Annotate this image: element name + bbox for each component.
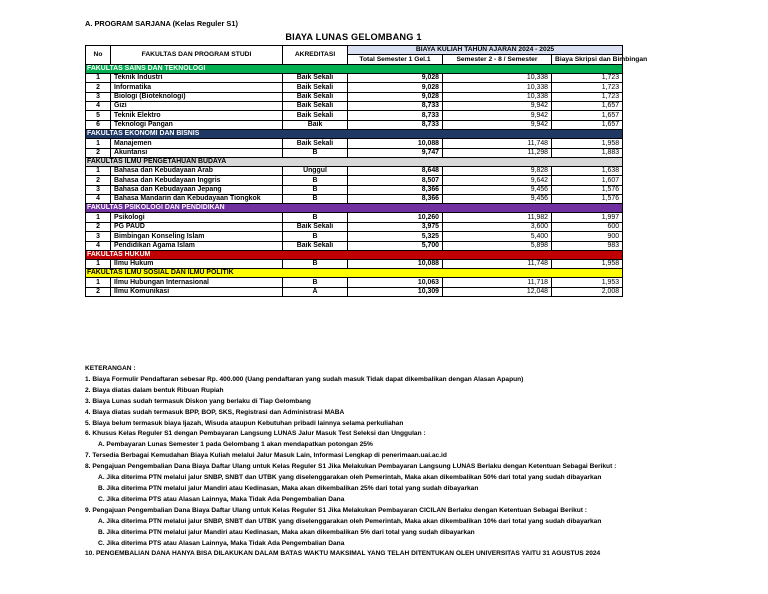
table-row (86, 120, 623, 129)
row-akreditasi: Baik Sekali (283, 92, 348, 101)
program-title: A. PROGRAM SARJANA (Kelas Reguler S1) (85, 19, 238, 28)
row-no: 4 (86, 195, 111, 204)
row-akreditasi: Baik Sekali (283, 111, 348, 120)
row-biaya-skripsi: 1,723 (552, 92, 623, 101)
note-line: 5. Biaya belum termasuk biaya Ijazah, Wisuda ataupun Kebutuhan pribadi lainnya selama perkuliahan (85, 419, 404, 427)
row-akreditasi: B (283, 260, 348, 269)
table-row (86, 176, 623, 185)
row-no: 6 (86, 120, 111, 129)
faculty-name: FAKULTAS PSIKOLOGI DAN PENDIDIKAN (86, 204, 623, 213)
row-semester-2-8: 3,600 (443, 222, 552, 231)
row-biaya-skripsi: 600 (552, 222, 623, 231)
row-no: 1 (86, 166, 111, 175)
note-line: C. Jika diterima PTS atau Alasan Lainnya, Maka Tidak Ada Pengembalian Dana (98, 539, 345, 547)
table-row (86, 101, 623, 110)
row-program-studi: Bimbingan Konseling Islam (111, 232, 283, 241)
notes-list (85, 375, 616, 560)
row-biaya-skripsi: 1,958 (552, 139, 623, 148)
row-biaya-skripsi: 1,958 (552, 260, 623, 269)
row-no: 2 (86, 83, 111, 92)
row-semester-2-8: 9,942 (443, 101, 552, 110)
row-program-studi: Bahasa dan Kebudayaan Inggris (111, 176, 283, 185)
row-program-studi: Psikologi (111, 213, 283, 222)
row-total-semester-1: 10,260 (348, 213, 443, 222)
row-biaya-skripsi: 983 (552, 241, 623, 250)
row-no: 4 (86, 241, 111, 250)
row-akreditasi: B (283, 232, 348, 241)
header-akreditasi: AKREDITASI (283, 46, 348, 65)
row-semester-2-8: 11,748 (443, 139, 552, 148)
row-program-studi: Teknologi Pangan (111, 120, 283, 129)
row-no: 3 (86, 92, 111, 101)
note-line: 7. Tersedia Berbagai Kemudahan Biaya Kuliah melalui Jalur Masuk Lain, Informasi Lengkap di penerimaan.uai.ac.id (85, 452, 447, 460)
note-line: A. Jika diterima PTN melalui jalur SNBP, SNBT dan UTBK yang diselenggarakan oleh Pemerintah, Maka akan dikembalikan 10% dari total yang sudah dibayarkan (98, 517, 602, 525)
row-biaya-skripsi: 1,657 (552, 111, 623, 120)
table-row (86, 260, 623, 269)
note-line: B. Jika diterima PTN melalui jalur Mandiri atau Kedinasan, Maka akan dikembalikan 5% dari total yang sudah dibayarkan (98, 528, 475, 536)
row-akreditasi: Baik Sekali (283, 222, 348, 231)
row-total-semester-1: 10,309 (348, 287, 443, 296)
main-title: BIAYA LUNAS GELOMBANG 1 (285, 32, 422, 42)
faculty-header-row (86, 157, 623, 166)
faculty-name: FAKULTAS EKONOMI DAN BISNIS (86, 130, 623, 139)
row-biaya-skripsi: 2,008 (552, 287, 623, 296)
fee-table (85, 45, 648, 297)
faculty-header-row (86, 251, 623, 260)
faculty-name: FAKULTAS ILMU SOSIAL DAN ILMU POLITIK (86, 269, 623, 278)
header-fakultas: FAKULTAS DAN PROGRAM STUDI (111, 46, 283, 65)
row-total-semester-1: 10,088 (348, 260, 443, 269)
note-line: 1. Biaya Formulir Pendaftaran sebesar Rp. 400.000 (Uang pendaftaran yang sudah masuk Tidak dapat dikembalikan dengan Alasan Apapun) (85, 375, 524, 383)
table-row (86, 222, 623, 231)
row-akreditasi: Baik Sekali (283, 241, 348, 250)
header-biaya-kuliah: BIAYA KULIAH TAHUN AJARAN 2024 - 2025 (348, 46, 623, 55)
row-no: 1 (86, 73, 111, 82)
table-row (86, 287, 623, 296)
row-semester-2-8: 10,338 (443, 83, 552, 92)
row-akreditasi: B (283, 148, 348, 157)
row-semester-2-8: 9,942 (443, 111, 552, 120)
row-total-semester-1: 10,088 (348, 139, 443, 148)
row-total-semester-1: 9,028 (348, 73, 443, 82)
table-row (86, 185, 623, 194)
table-row (86, 232, 623, 241)
row-semester-2-8: 9,642 (443, 176, 552, 185)
note-line: 6. Khusus Kelas Reguler S1 dengan Pembayaran Langsung LUNAS Jalur Masuk Test Seleksi dan Unggulan : (85, 430, 426, 438)
row-semester-2-8: 5,400 (443, 232, 552, 241)
row-total-semester-1: 9,028 (348, 83, 443, 92)
row-akreditasi: Baik Sekali (283, 139, 348, 148)
row-biaya-skripsi: 1,657 (552, 120, 623, 129)
notes-section (85, 364, 616, 560)
row-total-semester-1: 8,507 (348, 176, 443, 185)
note-line: 4. Biaya diatas sudah termasuk BPP, BOP, SKS, Registrasi dan Administrasi MABA (85, 408, 345, 416)
row-no: 2 (86, 287, 111, 296)
row-akreditasi: Baik (283, 120, 348, 129)
row-no: 2 (86, 222, 111, 231)
row-semester-2-8: 12,048 (443, 287, 552, 296)
row-semester-2-8: 9,456 (443, 185, 552, 194)
row-no: 1 (86, 139, 111, 148)
table-row (86, 213, 623, 222)
row-program-studi: Bahasa Mandarin dan Kebudayaan Tiongkok (111, 195, 283, 204)
row-akreditasi: B (283, 185, 348, 194)
row-akreditasi: Baik Sekali (283, 73, 348, 82)
row-semester-2-8: 11,748 (443, 260, 552, 269)
row-total-semester-1: 8,733 (348, 111, 443, 120)
row-akreditasi: B (283, 278, 348, 287)
table-row (86, 111, 623, 120)
row-biaya-skripsi: 1,607 (552, 176, 623, 185)
row-program-studi: Informatika (111, 83, 283, 92)
row-no: 2 (86, 148, 111, 157)
notes-title: KETERANGAN : (85, 365, 136, 372)
row-biaya-skripsi: 1,576 (552, 195, 623, 204)
row-akreditasi: B (283, 213, 348, 222)
table-row (86, 83, 623, 92)
row-program-studi: Bahasa dan Kebudayaan Arab (111, 166, 283, 175)
row-program-studi: Ilmu Hubungan Internasional (111, 278, 283, 287)
row-total-semester-1: 10,063 (348, 278, 443, 287)
table-row (86, 92, 623, 101)
row-no: 4 (86, 101, 111, 110)
row-program-studi: Bahasa dan Kebudayaan Jepang (111, 185, 283, 194)
row-akreditasi: B (283, 195, 348, 204)
faculty-name: FAKULTAS ILMU PENGETAHUAN BUDAYA (86, 157, 623, 166)
table-row (86, 278, 623, 287)
row-total-semester-1: 8,366 (348, 185, 443, 194)
note-line: 3. Biaya Lunas sudah termasuk Diskon yang berlaku di Tiap Gelombang (85, 397, 311, 405)
row-no: 3 (86, 232, 111, 241)
faculty-name: FAKULTAS HUKUM (86, 251, 623, 260)
note-line: 10. PENGEMBALIAN DANA HANYA BISA DILAKUKAN DALAM BATAS WAKTU MAKSIMAL YANG TELAH DITENTUKAN OLEH UNIVERSITAS YAITU 31 AGUSTUS 2024 (85, 550, 601, 558)
row-biaya-skripsi: 1,638 (552, 166, 623, 175)
row-semester-2-8: 11,298 (443, 148, 552, 157)
row-akreditasi: B (283, 176, 348, 185)
table-row (86, 166, 623, 175)
faculty-name: FAKULTAS SAINS DAN TEKNOLOGI (86, 64, 623, 73)
row-semester-2-8: 9,828 (443, 166, 552, 175)
row-semester-2-8: 11,982 (443, 213, 552, 222)
row-total-semester-1: 5,325 (348, 232, 443, 241)
row-program-studi: Pendidikan Agama Islam (111, 241, 283, 250)
row-no: 3 (86, 185, 111, 194)
row-program-studi: PG PAUD (111, 222, 283, 231)
faculty-header-row (86, 130, 623, 139)
row-no: 1 (86, 213, 111, 222)
row-semester-2-8: 11,718 (443, 278, 552, 287)
note-line: A. Jika diterima PTN melalui jalur SNBP, SNBT dan UTBK yang diselenggarakan oleh Pemerintah, Maka akan dikembalikan 50% dari total yang sudah dibayarkan (98, 474, 602, 482)
row-total-semester-1: 8,648 (348, 166, 443, 175)
row-program-studi: Ilmu Komunikasi (111, 287, 283, 296)
row-program-studi: Manajemen (111, 139, 283, 148)
row-semester-2-8: 5,898 (443, 241, 552, 250)
table-row (86, 195, 623, 204)
header-biaya-skripsi: Biaya Skripsi dan Bimbingan (552, 55, 623, 64)
fee-table-body (86, 64, 623, 296)
note-line: 2. Biaya diatas dalam bentuk Ribuan Rupiah (85, 386, 224, 394)
faculty-header-row (86, 204, 623, 213)
row-total-semester-1: 8,366 (348, 195, 443, 204)
row-semester-2-8: 9,942 (443, 120, 552, 129)
row-biaya-skripsi: 1,723 (552, 73, 623, 82)
row-program-studi: Akuntansi (111, 148, 283, 157)
row-no: 5 (86, 111, 111, 120)
row-program-studi: Teknik Elektro (111, 111, 283, 120)
faculty-header-row (86, 64, 623, 73)
row-no: 1 (86, 260, 111, 269)
row-program-studi: Teknik Industri (111, 73, 283, 82)
row-biaya-skripsi: 900 (552, 232, 623, 241)
row-akreditasi: A (283, 287, 348, 296)
header-no: No (86, 46, 111, 65)
row-semester-2-8: 10,338 (443, 73, 552, 82)
table-row (86, 73, 623, 82)
row-total-semester-1: 8,733 (348, 120, 443, 129)
row-total-semester-1: 8,733 (348, 101, 443, 110)
header-total-semester-1: Total Semester 1 Gel.1 (348, 55, 443, 64)
row-total-semester-1: 9,747 (348, 148, 443, 157)
row-biaya-skripsi: 1,657 (552, 101, 623, 110)
note-line: A. Pembayaran Lunas Semester 1 pada Gelombang 1 akan mendapatkan potongan 25% (98, 441, 373, 449)
row-no: 1 (86, 278, 111, 287)
row-akreditasi: Baik Sekali (283, 83, 348, 92)
faculty-header-row (86, 269, 623, 278)
row-akreditasi: Unggul (283, 166, 348, 175)
row-total-semester-1: 3,975 (348, 222, 443, 231)
row-total-semester-1: 9,028 (348, 92, 443, 101)
note-line: 9. Pengajuan Pengembalian Dana Biaya Daftar Ulang untuk Kelas Reguler S1 Jika Melakukan Pembayaran CICILAN Berlaku dengan Ketentuan Sebagai Berikut : (85, 506, 588, 514)
note-line: B. Jika diterima PTN melalui jalur Mandiri atau Kedinasan, Maka akan dikembalikan 25% dari total yang sudah dibayarkan (98, 484, 479, 492)
row-program-studi: Biologi (Bioteknologi) (111, 92, 283, 101)
row-program-studi: Ilmu Hukum (111, 260, 283, 269)
table-row (86, 241, 623, 250)
row-biaya-skripsi: 1,723 (552, 83, 623, 92)
row-biaya-skripsi: 1,953 (552, 278, 623, 287)
note-line: 8. Pengajuan Pengembalian Dana Biaya Daftar Ulang untuk Kelas Reguler S1 Jika Melakukan Pembayaran Langsung LUNAS Berlaku dengan Ketentuan Sebagai Berikut : (85, 463, 617, 471)
row-program-studi: Gizi (111, 101, 283, 110)
row-biaya-skripsi: 1,883 (552, 148, 623, 157)
row-biaya-skripsi: 1,576 (552, 185, 623, 194)
table-row (86, 148, 623, 157)
row-biaya-skripsi: 1,997 (552, 213, 623, 222)
row-akreditasi: Baik Sekali (283, 101, 348, 110)
row-total-semester-1: 5,700 (348, 241, 443, 250)
header-semester-2-8: Semester 2 - 8 / Semester (443, 55, 552, 64)
table-row (86, 139, 623, 148)
row-semester-2-8: 9,456 (443, 195, 552, 204)
row-no: 2 (86, 176, 111, 185)
row-semester-2-8: 10,338 (443, 92, 552, 101)
note-line: C. Jika diterima PTS atau Alasan Lainnya, Maka Tidak Ada Pengembalian Dana (98, 495, 345, 503)
